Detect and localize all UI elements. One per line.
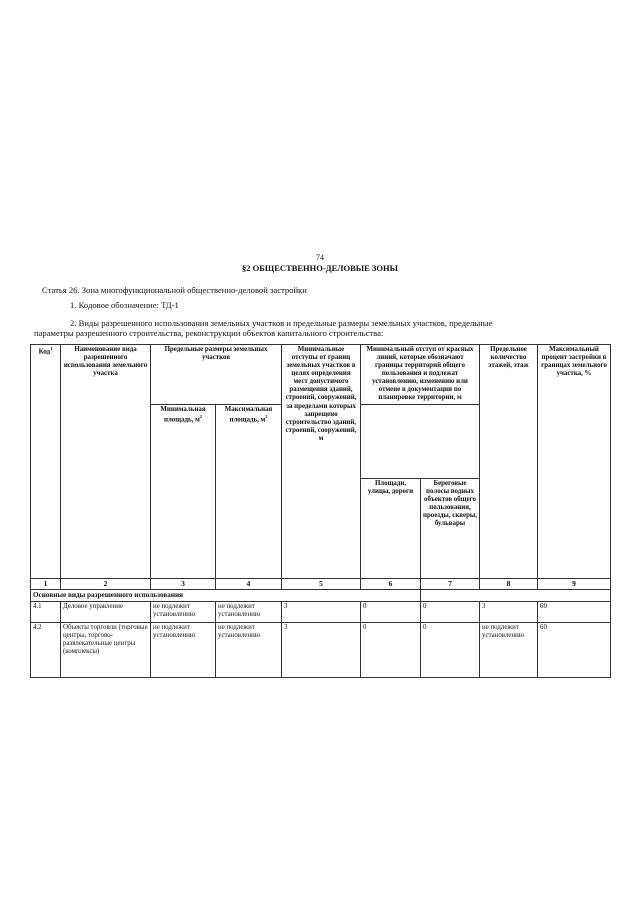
- section-main-uses: Основные виды разрешенного использования: [31, 590, 421, 601]
- row-floors: 3: [480, 601, 538, 622]
- paragraph-2-line-2: параметры разрешенного строительства, реконструкции объектов капитального строительства:: [34, 328, 384, 338]
- header-red-lines: Минимальный отступ от красных линий, которые обозначают границы территорий общего пользования и подлежат установлению, изменению или отмене в документации по планировке территории, м: [361, 345, 480, 405]
- row-use-name: Деловое управление: [61, 601, 151, 622]
- row-percent: 60: [538, 601, 611, 622]
- zoning-table: [30, 344, 611, 678]
- header-plot-sizes: Предельные размеры земельных участков: [151, 345, 282, 405]
- column-number: 5: [282, 578, 361, 590]
- header-use-name: Наименование вида разрешенного использования земельного участка: [61, 345, 151, 579]
- paragraph-2-line-1: 2. Виды разрешенного использования земельных участков и предельные размеры земельных участков, предельные: [70, 318, 493, 328]
- row-squares: 0: [361, 622, 421, 677]
- header-max-percent: Максимальный процент застройки в границах земельного участка, %: [538, 345, 611, 579]
- row-code: 4.2: [31, 622, 61, 677]
- row-setback: 3: [282, 622, 361, 677]
- column-number: 3: [151, 578, 216, 590]
- section-main-uses-empty: [421, 590, 611, 601]
- column-number: 1: [31, 578, 61, 590]
- row-percent: 60: [538, 622, 611, 677]
- row-code: 4.1: [31, 601, 61, 622]
- column-number: 2: [61, 578, 151, 590]
- header-code: Код$^1$: [31, 345, 61, 579]
- row-floors: не подлежит установлению: [480, 622, 538, 677]
- column-number: 8: [480, 578, 538, 590]
- row-use-name: Объекты торговли (торговые центры, торгово-развлекательные центры (комплексы): [61, 622, 151, 677]
- row-coastal: 0: [421, 622, 480, 677]
- row-setback: 3: [282, 601, 361, 622]
- header-coastal-strips: Береговые полосы водных объектов общего пользования, проезды, скверы, бульвары: [421, 478, 480, 578]
- header-min-area: Минимальная площадь, $м^2$: [151, 404, 216, 578]
- row-coastal: 0: [421, 601, 480, 622]
- header-max-area: Максимальная площадь, $м^2$: [216, 404, 282, 578]
- code-designation: 1. Кодовое обозначение: ТД-1: [70, 300, 179, 310]
- column-number: 9: [538, 578, 611, 590]
- row-min-area: не подлежит установлению: [151, 622, 216, 677]
- table-row: [31, 622, 611, 677]
- header-floors: Предельное количество этажей, этаж: [480, 345, 538, 579]
- row-max-area: не подлежит установлению: [216, 601, 282, 622]
- page-number: 74: [316, 253, 324, 262]
- column-number: 7: [421, 578, 480, 590]
- table-row: [31, 601, 611, 622]
- row-max-area: не подлежит установлению: [216, 622, 282, 677]
- header-min-setback: Минимальные отступы от границ земельных участков в целях определения мест допустимого размещения зданий, строений, сооружений, за пределами которых запрещено строительство зданий, строений, сооружений, м: [282, 345, 361, 579]
- section-title: §2 ОБЩЕСТВЕННО-ДЕЛОВЫЕ ЗОНЫ: [242, 263, 398, 273]
- row-squares: 0: [361, 601, 421, 622]
- header-squares-streets: Площади, улицы, дороги: [361, 478, 421, 578]
- article-title: Статья 26. Зона многофункциональной общественно-деловой застройки: [42, 285, 307, 295]
- column-number: 4: [216, 578, 282, 590]
- column-number: 6: [361, 578, 421, 590]
- row-min-area: не подлежит установлению: [151, 601, 216, 622]
